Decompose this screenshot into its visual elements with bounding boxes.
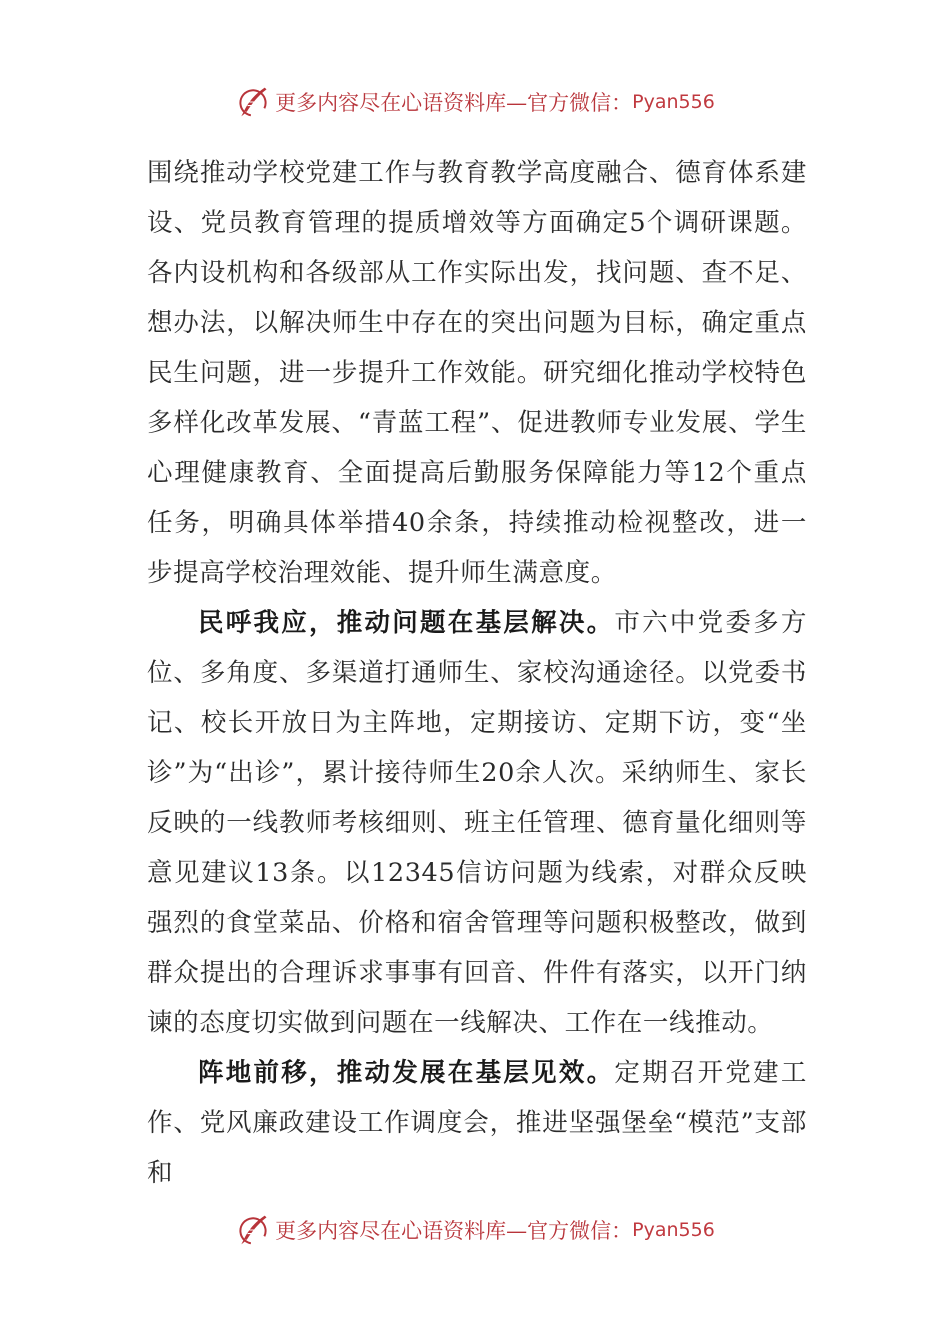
paragraph-section (147, 1048, 807, 1198)
paragraph-section (147, 598, 807, 1048)
footer-banner (0, 1210, 950, 1250)
quill-pen-logo-icon (235, 84, 271, 120)
paragraph-continued (147, 148, 807, 598)
banner-text: 更多内容尽在心语资料库—官方微信： (275, 1219, 633, 1243)
wechat-id: Pyan556 (632, 1219, 715, 1241)
paragraph-text: 定期召开党建工作、党风廉政建设工作调度会，推进坚强堡垒“模范”支部和 (147, 1058, 807, 1188)
wechat-id: Pyan556 (632, 91, 715, 113)
paragraph-text: 围绕推动学校党建工作与教育教学高度融合、德育体系建设、党员教育管理的提质增效等方面确定5个调研课题。各内设机构和各级部从工作实际出发，找问题、查不足、想办法，以解决师生中存在的突出问题为目标，确定重点民生问题，进一步提升工作效能。研究细化推动学校特色多样化改革发展、“青蓝工程”、促进教师专业发展、学生心理健康教育、全面提高后勤服务保障能力等12个重点任务，明确具体举措40余条，持续推动检视整改，进一步提高学校治理效能、提升师生满意度。 (147, 158, 807, 588)
paragraph-text: 市六中党委多方位、多角度、多渠道打通师生、家校沟通途径。以党委书记、校长开放日为主阵地，定期接访、定期下访，变“坐诊”为“出诊”，累计接待师生20余人次。采纳师生、家长反映的一线教师考核细则、班主任管理、德育量化细则等意见建议13条。以12345信访问题为线索，对群众反映强烈的食堂菜品、价格和宿舍管理等问题积极整改，做到群众提出的合理诉求事事有回音、件件有落实，以开门纳谏的态度切实做到问题在一线解决、工作在一线推动。 (147, 608, 807, 1038)
section-heading: 民呼我应，推动问题在基层解决。 (198, 608, 615, 638)
document-body (147, 148, 807, 1198)
banner-text: 更多内容尽在心语资料库—官方微信： (275, 91, 633, 115)
quill-pen-logo-icon (235, 1212, 271, 1248)
header-banner (0, 82, 950, 122)
section-heading: 阵地前移，推动发展在基层见效。 (198, 1058, 615, 1088)
